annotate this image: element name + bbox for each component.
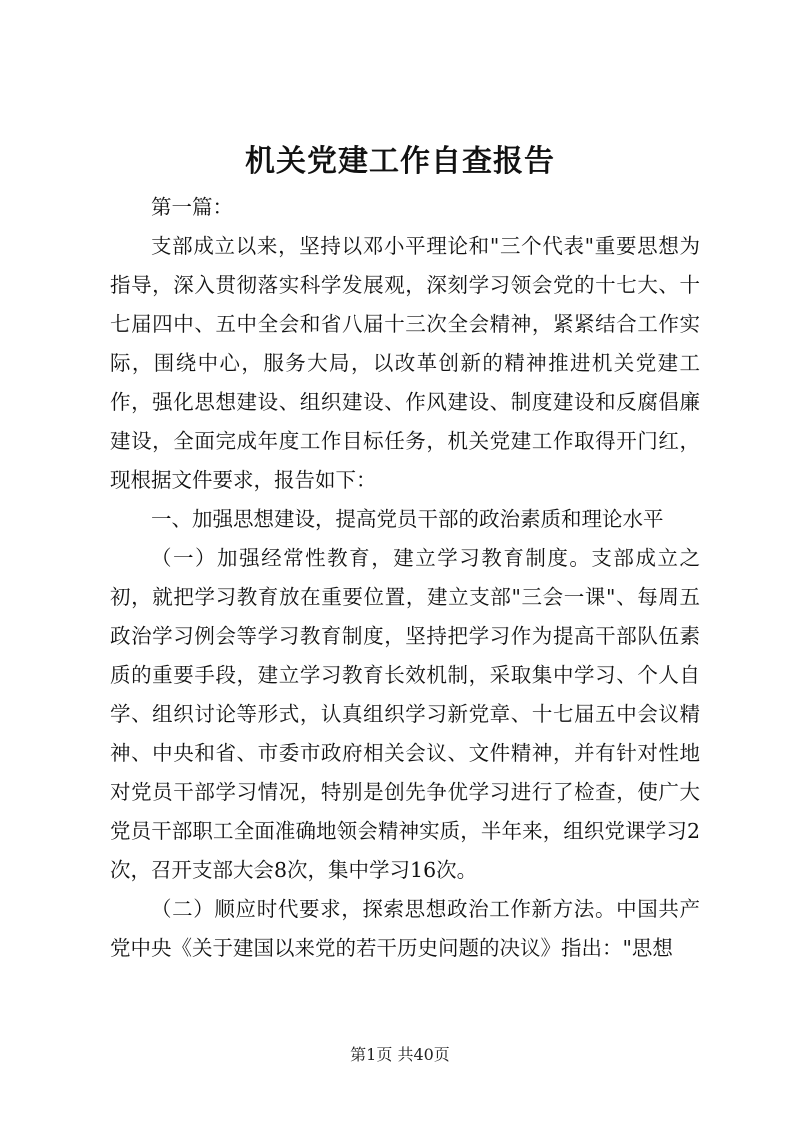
section-label: 第一篇： xyxy=(151,195,233,219)
paragraph-item-1: （一）加强经常性教育，建立学习教育制度。支部成立之初，就把学习教育放在重要位置，建立支部"三会一课"、每周五政治学习例会等学习教育制度，坚持把学习作为提高干部队伍素质的重要手段，建立学习教育长效机制，采取集中学习、个人自学、组织讨论等形式，认真组织学习新党章、十七届五中会议精神、中央和省、市委市政府相关会议、文件精神，并有针对性地对党员干部学习情况，特别是创先争优学习进行了检查，使广大党员干部职工全面准确地领会精神实质，半年来，组织党课学习2次，召开支部大会8次，集中学习16次。 xyxy=(110,546,700,882)
paragraph-intro: 支部成立以来，坚持以邓小平理论和"三个代表"重要思想为指导，深入贯彻落实科学发展观，深刻学习领会党的十七大、十七届四中、五中全会和省八届十三次全会精神，紧紧结合工作实际，围绕中心，服务大局，以改革创新的精神推进机关党建工作，强化思想建设、组织建设、作风建设、制度建设和反腐倡廉建设，全面完成年度工作目标任务，机关党建工作取得开门红，现根据文件要求，报告如下： xyxy=(110,234,700,492)
document-title: 机关党建工作自查报告 xyxy=(245,144,555,179)
paragraph-item-2: （二）顺应时代要求，探索思想政治工作新方法。中国共产党中央《关于建国以来党的若干历史问题的决议》指出："思想 xyxy=(110,897,700,960)
page-footer: 第1页 共40页 xyxy=(350,1045,450,1064)
document-body xyxy=(110,188,700,968)
section-heading: 一、加强思想建设，提高党员干部的政治素质和理论水平 xyxy=(151,507,664,531)
